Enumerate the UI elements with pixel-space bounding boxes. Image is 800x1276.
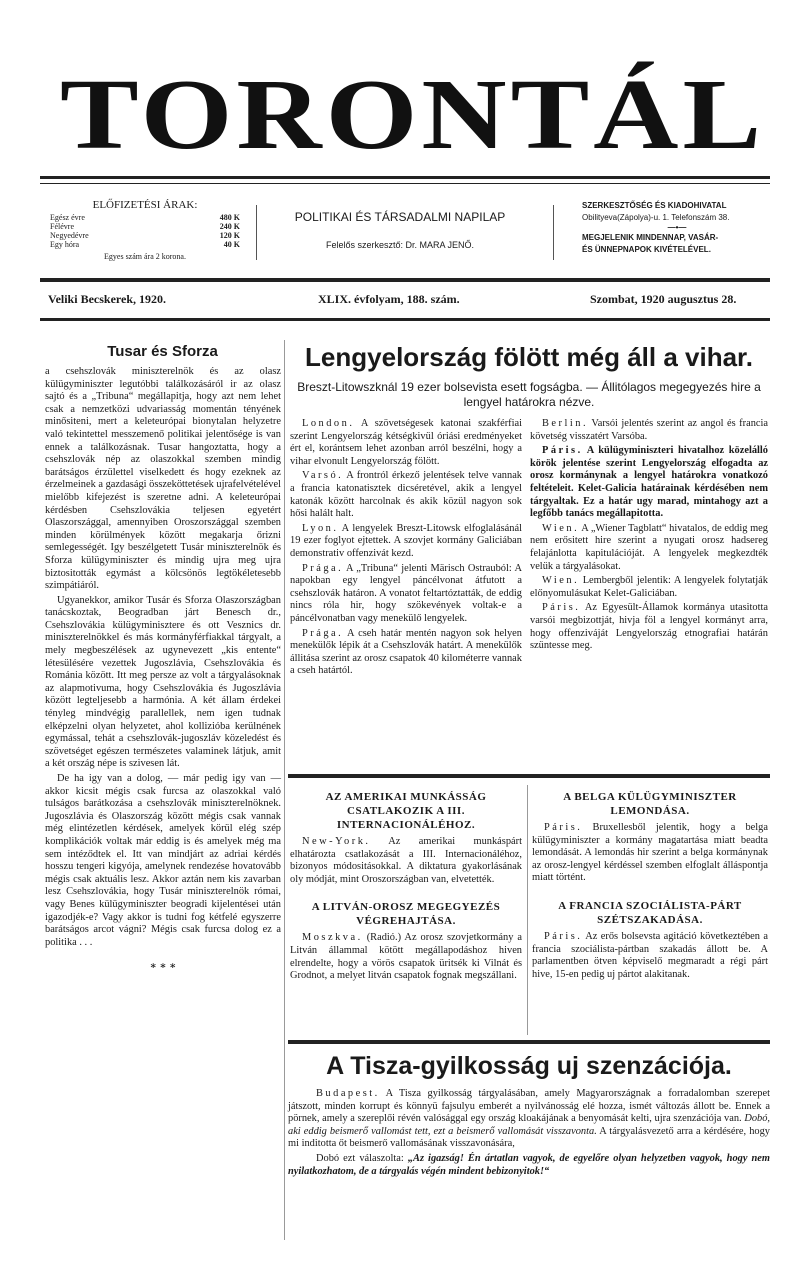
office-line: MEGJELENIK MINDENNAP, VASÁR- [582, 233, 719, 242]
paragraph-text: Dobó ezt válaszolta: [316, 1152, 408, 1164]
dateline-place: Veliki Becskerek, 1920. [48, 292, 167, 306]
paragraph-text: Az erős bolsevsta agitáció következtében a francia szociálista-pártban szakadás állott be. A parlamentben ötven képviselő megmaradt a régi párt hive, 15-en pedig uj pártot alakitanak. [532, 930, 768, 980]
dateline-city: Prága. [302, 562, 344, 574]
paragraph [288, 1153, 770, 1178]
tisza-body [288, 1088, 770, 1180]
single-copy-price: Egyes szám ára 2 korona. [104, 252, 186, 261]
paragraph [290, 932, 522, 982]
divider [40, 176, 770, 179]
dateline-city: Páris. [542, 602, 581, 614]
column-divider [527, 785, 528, 1035]
main-article-col1 [290, 418, 522, 680]
price-value: 240 K [219, 222, 240, 231]
news-col2 [532, 790, 768, 983]
paragraph [530, 445, 768, 521]
paragraph [530, 575, 768, 600]
paragraph [290, 628, 522, 678]
paragraph-text: (Radió.) Az orosz szovjetkormány a Litván állammal kötött megállapodáshoz hiven elrendelte, hogy a vörös csapatok üritsék ki Vilnát és Grodnot, a melyet litván csapatok fognak megszállani. [290, 932, 522, 982]
paragraph-text: Bruxellesből jelentik, hogy a belga külügyminiszter a kormány magatartása miatt beadta lemondását. A lemondás hir szerint a belga kormánynak az orosz-lengyel kérdéssel szemben elfoglalt álláspontja miatt történt. [532, 822, 768, 884]
divider [288, 774, 770, 778]
column-divider [284, 340, 285, 1240]
subscription-title: ELŐFIZETÉSI ÁRAK: [92, 199, 198, 211]
dateline-date: Szombat, 1920 augusztus 28. [590, 292, 737, 306]
paragraph [532, 822, 768, 885]
paragraph-text: Varsói jelentés szerint az angol és francia követség visszatért Varsóba. [530, 418, 768, 442]
subscription-prices [50, 200, 240, 262]
paragraph [290, 563, 522, 626]
paragraph-text: Lembergből jelentik: A lengyelek folytatják előnyomulásukat Kelet-Galiciában. [530, 575, 768, 599]
dateline-city: Wien. [542, 575, 580, 587]
paragraph: De ha igy van a dolog, — már pedig igy van — akkor kicsit mégis csak furcsa az olaszokkal való tulságos barátkozása a csehszlovák miniszterelnöknek. Jugoszlávia és Olaszország között mégis csak vannak még elintézetlen kérdések, amelyek körül elég szép komplikációk voltak már eddig is és amelyek még ma sem intéződtek el. Itt van mindjárt az adriai kérdés hosszu tengeri kigyója, amelynek rendezése hovatovább mégis csak aktuális lesz. Akkor aztán nem kis zavarban lesz Csehszlovákia, hogy Tusár miniszterelnök római, vagy Benes külügyminiszter beogradi kijelentései után igazodjék-e? Vagy akkor is tudni fog kétfelé egyszerre barátságos arcot vágni? Mégis csak furcsa dolog ez a politika . . . [45, 773, 281, 948]
dateline-city: London. [302, 418, 355, 429]
paragraph [530, 523, 768, 573]
divider [553, 205, 554, 260]
paragraph-text: A frontról érkező jelentések telve vannak a francia katonatisztek dicséretével, akik a lengyel katonák között harcolnak és akik közül nagyon sok hősi halált halt. [290, 470, 522, 520]
dateline-city: Páris. [542, 445, 583, 457]
news-col1 [290, 790, 522, 985]
dateline-city: Budapest. [316, 1088, 380, 1099]
dateline-city: Páris. [544, 822, 583, 833]
price-label: Negyedévre [50, 231, 89, 240]
paragraph [530, 602, 768, 652]
end-mark: ∗ ∗ ∗ [149, 961, 177, 973]
paragraph: Ugyanekkor, amikor Tusár és Sforza Olaszországban tanácskoztak, Beogradban járt Benesch dr., Csehszlovákia külügyminisztere és ott Vesznics dr. miniszterelnökkel és más kormányférfiakkal tárgyalt, a mely megbeszélések az ugynevezett „kis entente“ létesülésére vezettek Jugoszlávia, Csehszlovákia és Románia között. Itt meg persze az volt a tárgyalásoknak az alapmotivuma, hogy Csehszlovákia és Jugoszlávia között legteljesebb a harmónia. A két állam érdekei tényleg mindvégig parallellek, nem igen tudnak elképzelni olyan helyzetet, ahol kollizióba kerülnének egymással, tehát a csehszlovák-jugoszláv közeledést és szövetséget egészen természetes valaminek látjuk, amit a két ország népe is szivesen lát. [45, 594, 281, 770]
news-title: A BELGA KÜLÜGYMINISZTER LEMONDÁSA. [563, 791, 737, 817]
editor-line: Felelős szerkesztő: Dr. MARA JENŐ. [325, 240, 475, 250]
dateline-city: Páris. [544, 930, 583, 942]
price-value: 480 K [219, 213, 240, 222]
main-article-col2 [530, 418, 768, 655]
divider [288, 1040, 770, 1044]
paragraph-text: A cseh határ mentén nagyon sok helyen menekülők lépik át a Csehszlovák határt. A menekülők állitása szerint az orosz csapatok 40 kilométerre vannak a cseh határtól. [290, 627, 522, 677]
tagline: POLITIKAI ÉS TÁRSADALMI NAPILAP [294, 210, 506, 224]
main-subheadline: Breszt-Litowszknál 19 ezer bolsevista esett fogságba. — Állitólagos megegyezés hire a lengyel határokra nézve. [297, 380, 761, 409]
dateline-city: Moszkva. [302, 932, 363, 944]
dateline-city: New-York. [302, 836, 371, 847]
divider [40, 278, 770, 282]
paragraph-text: Az Egyesült-Államok kormánya utasitotta varsói megbizottját, hivja föl a lengyel kormányt arra, hogy offenziváját Lengyelország etnografiai határán szüntesse meg. [530, 602, 768, 652]
dateline-city: Wien. [542, 522, 580, 534]
main-headline: Lengyelország fölött még áll a vihar. [305, 342, 753, 372]
office-line: SZERKESZTŐSÉG ÉS KIADOHIVATAL [582, 201, 727, 210]
paragraph [290, 418, 522, 468]
paragraph [290, 470, 522, 520]
divider [40, 318, 770, 321]
price-value: 40 K [223, 240, 240, 249]
office-info [582, 200, 772, 256]
paragraph: a csehszlovák miniszterelnök és az olasz külügyminiszter legutóbbi találkozásáról ir az olasz sajtó és a „Tribuna“ megállapitja, hogy azt nem lehet csak a nemzetközi udvariasság momentán tényének minősiteni, mert a keleteurópai bionytalan helyzetre való tekintettel messzemenő politikai jelentősége is van ennek a találkozásnak. Tusar hangoztatta, hogy a csehszlovák nép az olaszokkal szemben mindig barátságos érzülettel viselkedett és hogy ezeknek az érzelmeinek a gazdasági összeköttetések ujrafelvételével mielőbb kifejezést is szeretne adni. A keleteurópai kérdésben Csehszlovákia teljesen egyetért Olaszországgal, amennyiben Oroszországgal szemben minden körülmények között megakarja őrizni semlegességét. Igy beszélgetett Tusár miniszterelnök és Sforza külügyminiszter és mindig ujra meg ujra biztositották egymást a kölcsönös legtökéletesebb szimpátiáról. [45, 366, 281, 592]
dateline-city: Prága. [302, 627, 344, 639]
divider [40, 183, 770, 184]
paragraph-text: Az amerikai munkáspárt elhatározta csatlakozását a III. Internacionáléhoz, bizonyos módositásokkal. A diktatura gyakorlásának oly módját, mint Oroszországban van, elvetették. [290, 836, 522, 885]
price-label: Egész évre [50, 213, 85, 222]
paragraph-text: A „Tribuna“ jelenti Märisch Ostrauból: A napokban egy lengyel páncélvonat átfutott a csehszlovák határon. A vonatot feltartóztatták, de eddig nincs róla hir, hogy szökevények voltak-e a páncélvonatban vagy menekülő lengyelek. [290, 562, 522, 624]
paragraph-text: A lengyelek Breszt-Litowsk elfoglalásánál 19 ezer foglyot ejtettek. A szovjet kormány Galiciában demonstrativ offenzivát kezd. [290, 522, 522, 559]
dateline-city: Berlin. [542, 418, 589, 429]
paragraph-text: A tárgyalásvezető arra a kérdésére, hogy mi inditotta őt beismerő vallomásának visszavonására, [288, 1125, 770, 1150]
price-label: Félévre [50, 222, 74, 231]
paragraph [290, 523, 522, 561]
paragraph [532, 931, 768, 981]
paragraph-text: A szövetségesek katonai szakférfiai szerint Lengyelország kétségkivül óriási eredményeket ért el, korántsem lehet azonban arról beszélni, hogy a vihar elvonult Lengyelország fölött. [290, 418, 522, 467]
paragraph-text: Dobó, aki eddig beismerő vallomást tett, ezt a beismerő vallomását visszavonta. [288, 1113, 770, 1137]
paragraph [290, 836, 522, 886]
paragraph-text: A külügyminiszteri hivatalhoz közelálló körök jelentése szerint Lengyelország elfogadta az orosz kormánynak a lengyel határokra vonatkozó feltételeit. Kelet-Galicia határainak kérdésében nem tárgyaltak. Ez a határ ugy marad, mintahogy azt a legfőbb tanács megállapitotta. [530, 445, 768, 520]
paragraph-text: A Tisza gyilkosság tárgyalásában, amely Magyarországnak a forradalomban szerepet játszott, minden korrupt és könnyü fajsulyu emberét a nyilvánosság elé hozza, ismét változás állott be. Ennek a pörnek, amely a szereplői révén valósággal egy ország kloakájának a benyomását kelti, ujra szenzációja van. [288, 1088, 770, 1125]
paragraph [288, 1088, 770, 1151]
left-article-body [45, 366, 281, 974]
news-title: A LITVÁN-OROSZ MEGEGYEZÉS VÉGREHAJTÁSA. [311, 901, 501, 928]
dateline-issue: XLIX. évfolyam, 188. szám. [318, 292, 460, 306]
quote: „Az igazság! Én ártatlan vagyok, de egyelőre olyan helyzetben vagyok, hogy nem nyilatkozhatom, de a tárgyalás végén mindent bebizonyitok!“ [288, 1152, 770, 1177]
paragraph [530, 418, 768, 443]
paragraph-text: A „Wiener Tagblatt“ hivatalos, de eddig meg nem erősitett hire szerint a nyugati orosz hadsereg felajánlotta kapitulációját. A lengyelek megkezdték velük a tárgyalásokat. [530, 522, 768, 572]
price-label: Egy hóra [50, 240, 80, 249]
masthead-logo: TORONTÁL [60, 58, 766, 171]
news-title: AZ AMERIKAI MUNKÁSSÁG CSATLAKOZIK A III. INTERNACIONÁLÉHOZ. [325, 791, 487, 831]
office-line: Obilityeva(Zápolya)-u. 1. Telefonszám 38. [582, 213, 730, 222]
price-value: 120 K [219, 231, 240, 240]
dateline-city: Varsó. [302, 470, 344, 482]
office-line: ÉS ÜNNEPNAPOK KIVÉTELÉVEL. [582, 245, 711, 254]
left-article-title: Tusar és Sforza [107, 343, 218, 360]
news-title: A FRANCIA SZOCIÁLISTA-PÁRT SZÉTSZAKADÁSA. [558, 899, 742, 926]
dateline-city: Lyon. [302, 522, 339, 534]
ornament: —•— [667, 223, 687, 232]
masthead-center [255, 210, 545, 250]
tisza-headline: A Tisza-gyilkosság uj szenzációja. [326, 1052, 732, 1080]
